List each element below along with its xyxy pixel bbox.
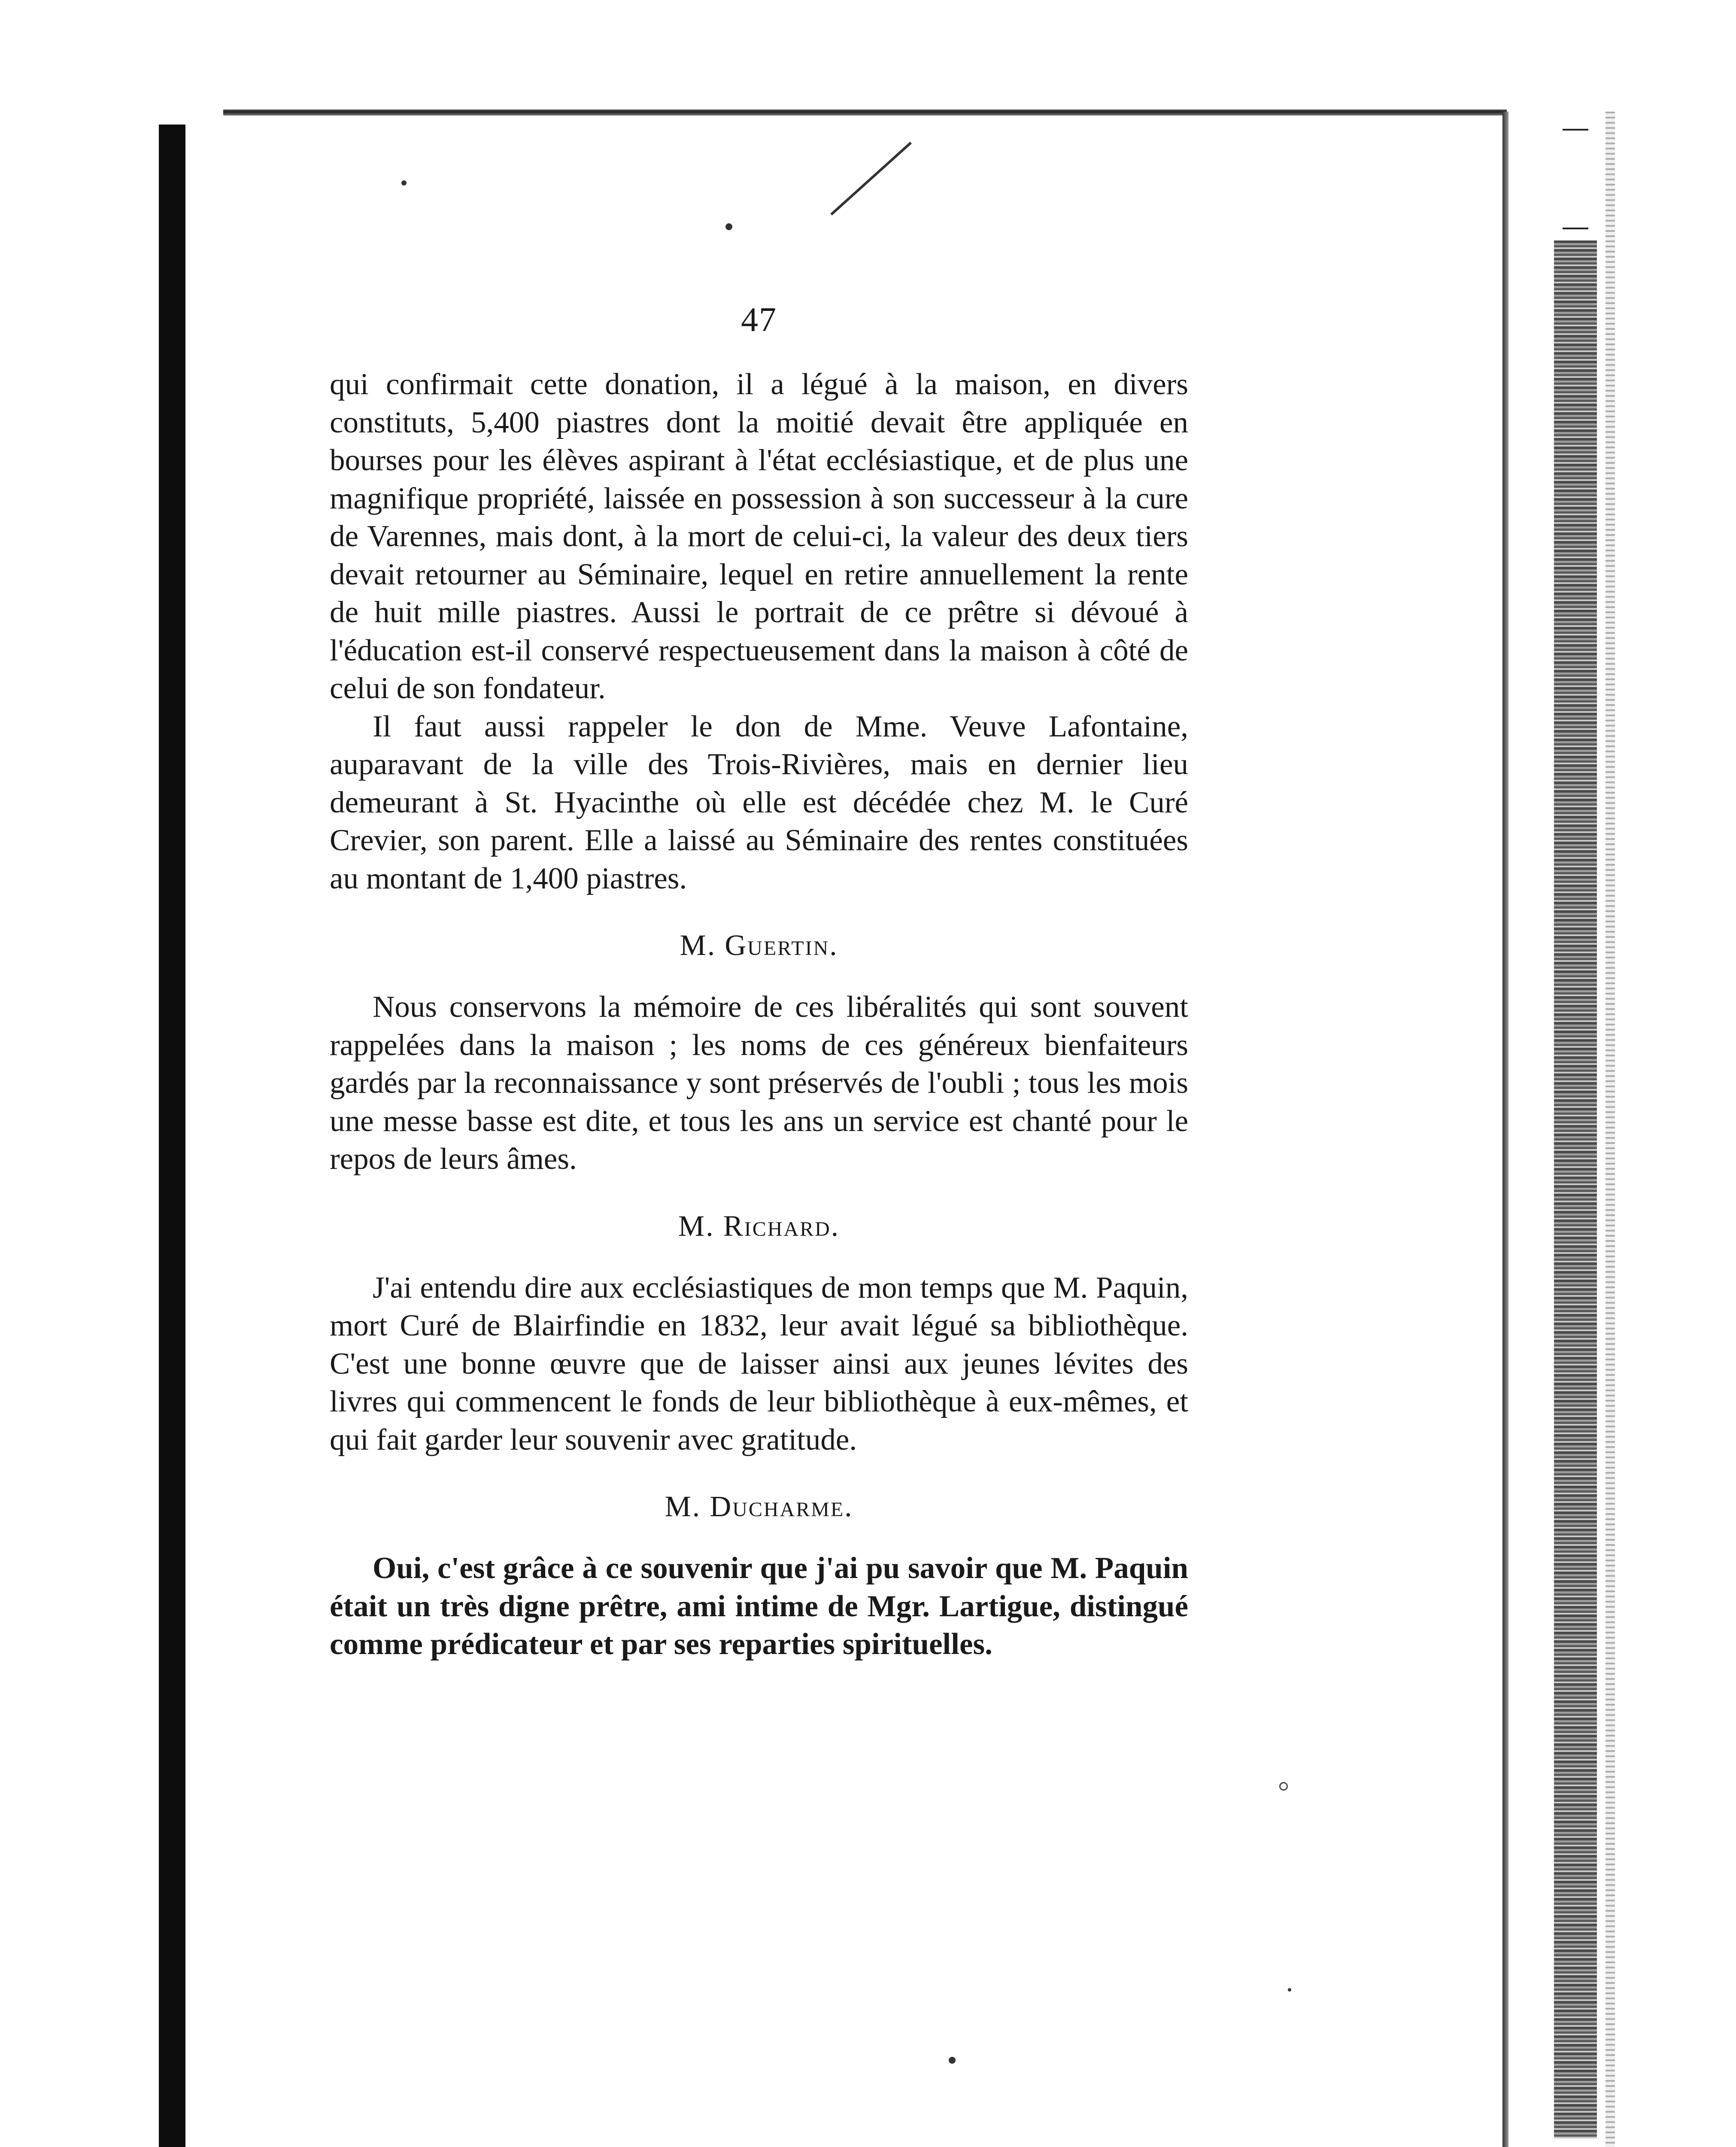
- top-rule: [223, 109, 1507, 116]
- speck: [1288, 1988, 1291, 1992]
- speck: [401, 180, 407, 186]
- right-bleed-through-strip: [1554, 240, 1597, 2138]
- speck: [1279, 1782, 1288, 1791]
- heading-guertin: M. Guertin.: [680, 929, 838, 961]
- heading-ducharme: M. Ducharme.: [665, 1490, 853, 1523]
- heading-richard: M. Richard.: [678, 1209, 840, 1242]
- paragraph-ducharme: Oui, c'est grâce à ce souvenir que j'ai pu savoir que M. Paquin était un très digne prêtre, ami intime de Mgr. Lartigue, distingué comme prédicateur et par ses reparties spirituelles.: [330, 1551, 1188, 1661]
- right-edge-mark: [1563, 129, 1588, 131]
- paragraph-richard: J'ai entendu dire aux ecclésiastiques de mon temps que M. Paquin, mort Curé de Blairfindie en 1832, leur avait légué sa bibliothèque. C'est une bonne œuvre que de laisser ainsi aux jeunes lévites des livres qui commencent le fonds de leur bibliothèque à eux-mêmes, et qui fait garder leur souvenir avec gratitude.: [330, 1271, 1188, 1457]
- page-body: [330, 301, 1188, 1663]
- page-number: 47: [741, 301, 777, 339]
- left-binding-shadow: [159, 125, 185, 2147]
- paragraph-lafontaine: Il faut aussi rappeler le don de Mme. Veuve Lafontaine, auparavant de la ville des Trois-Rivières, mais en dernier lieu demeurant à St. Hyacinthe où elle est décédée chez M. le Curé Crevier, son parent. Elle a laissé au Séminaire des rentes constituées au montant de 1,400 piastres.: [330, 709, 1188, 895]
- paragraph-guertin: Nous conservons la mémoire de ces libéralités qui sont souvent rappelées dans la maison ; les noms de ces généreux bienfaiteurs gardés par la reconnaissance y sont préservés de l'oubli ; tous les mois une messe basse est dite, et tous les ans un service est chanté pour le repos de leurs âmes.: [330, 990, 1188, 1176]
- pencil-mark: [830, 142, 912, 216]
- right-bleed-through-strip-2: [1605, 112, 1615, 2147]
- paragraph-donation: qui confirmait cette donation, il a légué à la maison, en divers constituts, 5,400 piastres dont la moitié devait être appliquée en bourses pour les élèves aspirant à l'état ecclésiastique, et de plus une magnifique propriété, laissée en possession à son successeur à la cure de Varennes, mais dont, à la mort de celui-ci, la valeur des deux tiers devait retourner au Séminaire, lequel en retire annuellement la rente de huit mille piastres. Aussi le portrait de ce prêtre si dévoué à l'éducation est-il conservé respectueusement dans la maison à côté de celui de son fondateur.: [330, 368, 1188, 705]
- right-edge-mark: [1563, 228, 1588, 229]
- speck: [725, 223, 732, 230]
- speck: [949, 2057, 956, 2064]
- right-page-edge: [1502, 112, 1508, 2147]
